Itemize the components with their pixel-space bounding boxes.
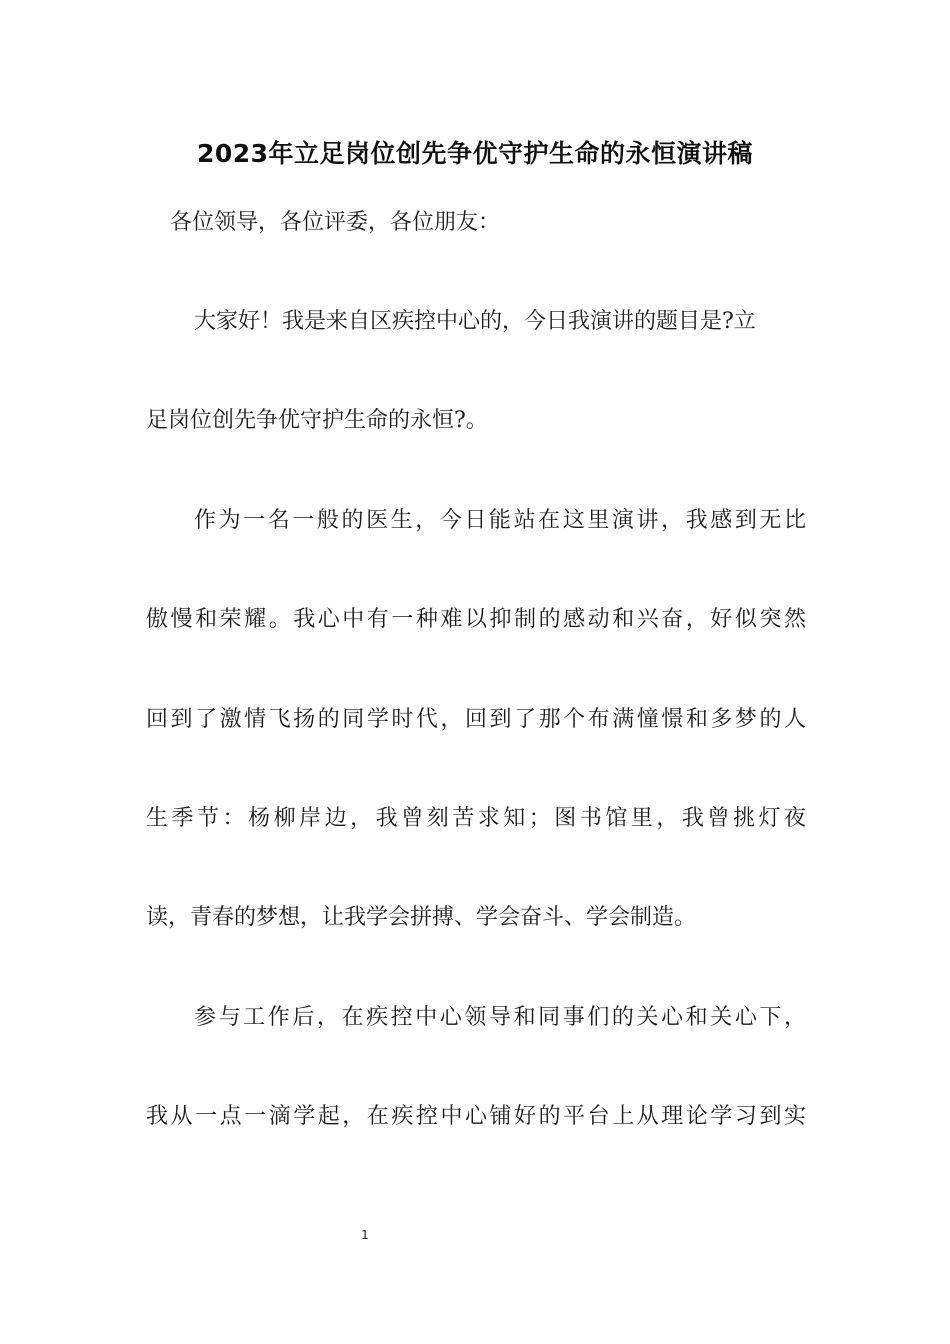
- paragraph-3-line-1: 参与工作后，在疾控中心领导和同事们的关心和关心下，: [194, 1005, 806, 1030]
- salutation-line: 各位领导，各位评委，各位朋友：: [170, 210, 501, 235]
- paragraph-3-line-2: 我从一点一滴学起，在疾控中心铺好的平台上从理论学习到实: [146, 1104, 806, 1129]
- page-number: 1: [361, 1228, 369, 1242]
- paragraph-2-line-3: 回到了激情飞扬的同学时代，回到了那个布满憧憬和多梦的人: [146, 707, 806, 732]
- paragraph-1-line-2: 足岗位创先争优守护生命的永恒?。: [146, 408, 488, 433]
- paragraph-2-line-2: 傲慢和荣耀。我心中有一种难以抑制的感动和兴奋，好似突然: [146, 607, 806, 632]
- paragraph-1-line-1: 大家好！我是来自区疾控中心的，今日我演讲的题目是?立: [194, 309, 756, 334]
- paragraph-2-line-4: 生季节：杨柳岸边，我曾刻苦求知；图书馆里，我曾挑灯夜: [146, 806, 806, 831]
- document-title: 2023年立足岗位创先争优守护生命的永恒演讲稿: [196, 139, 754, 168]
- paragraph-2-line-1: 作为一名一般的医生，今日能站在这里演讲，我感到无比: [194, 508, 806, 533]
- paragraph-2-line-5: 读，青春的梦想，让我学会拼搏、学会奋斗、学会制造。: [146, 905, 697, 930]
